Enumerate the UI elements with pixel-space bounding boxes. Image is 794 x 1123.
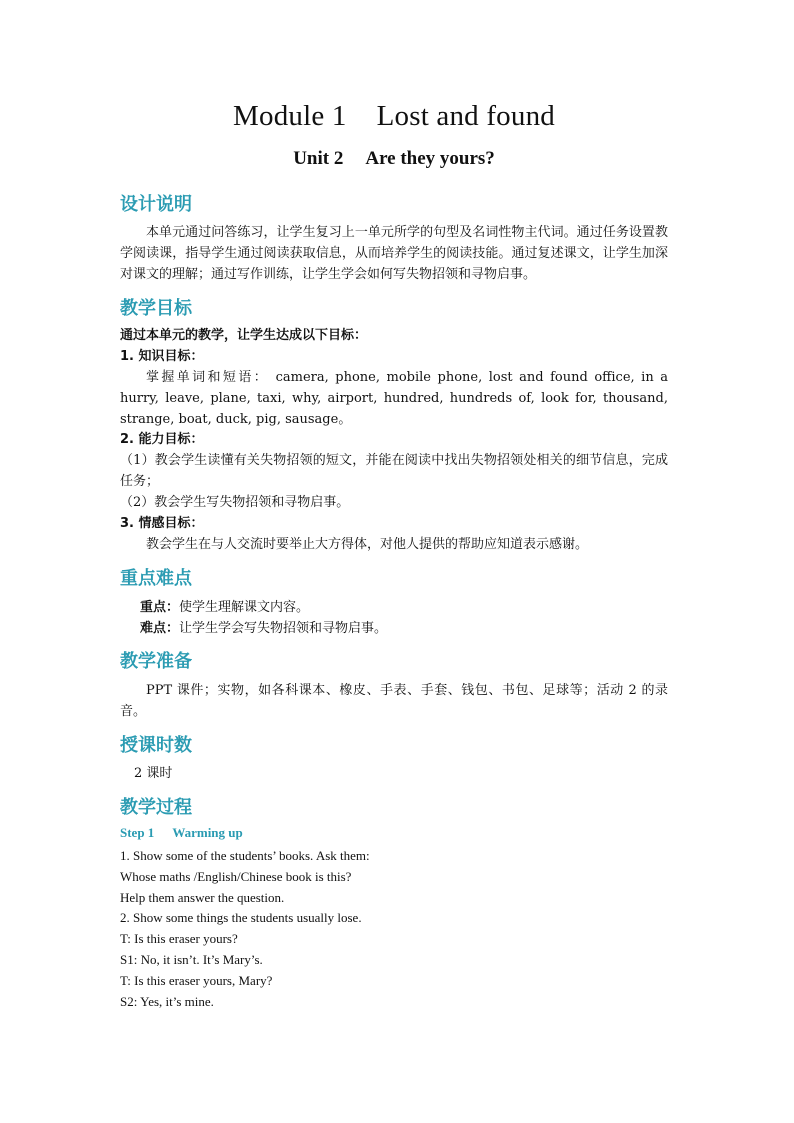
process-line: Whose maths /English/Chinese book is this? [120,869,352,884]
unit-topic: Are they yours? [365,148,495,169]
difficult-point-label: 难点： [140,621,180,636]
process-line: 2. Show some things the students usually lose. [120,910,362,925]
difficult-point-text: 让学生学会写失物招领和寻物启事。 [179,621,388,636]
process-heading: 教学过程 [120,797,192,818]
module-title [120,100,668,133]
design-heading: 设计说明 [120,194,192,215]
knowledge-label: 1. 知识目标： [120,349,204,364]
step-title: Warming up [172,825,243,840]
key-point-label: 重点： [140,600,180,615]
emotion-label: 3. 情感目标： [120,516,204,531]
step-number: Step 1 [120,825,155,840]
hours-text: 2 课时 [134,766,173,781]
difficult-point [140,618,668,639]
step-1-heading [120,825,243,841]
prep-heading: 教学准备 [120,651,192,672]
keypoints-heading: 重点难点 [120,568,192,589]
knowledge-text: 掌握单词和短语： camera, phone, mobile phone, lost and found office, in a hurry, leave, plane, taxi, why, airport, hundred, hundreds of, look for, thousand, strange, boat, duck, pig, sausage。 [120,370,668,427]
unit-number: Unit 2 [293,148,344,169]
key-point-text: 使学生理解课文内容。 [179,600,310,615]
hours-heading: 授课时数 [120,735,192,756]
goals-intro: 通过本单元的教学，让学生达成以下目标： [120,328,368,343]
process-line: T: Is this eraser yours? [120,931,238,946]
design-text: 本单元通过问答练习，让学生复习上一单元所学的句型及名词性物主代词。通过任务设置教学阅读课，指导学生通过阅读获取信息，从而培养学生的阅读技能。通过复述课文，让学生加深对课文的理解；通过写作训练，让学生学会如何写失物招领和寻物启事。 [120,225,668,282]
ability-item-2: （2）教会学生写失物招领和寻物启事。 [120,495,350,510]
module-number: Module 1 [233,100,347,132]
unit-title [120,148,668,170]
module-topic: Lost and found [376,100,555,132]
ability-item-1: （1）教会学生读懂有关失物招领的短文，并能在阅读中找出失物招领处相关的细节信息，完成任务； [120,453,668,489]
prep-text: PPT 课件；实物，如各科课本、橡皮、手表、手套、钱包、书包、足球等；活动 2 的录音。 [120,683,668,719]
process-line: S1: No, it isn’t. It’s Mary’s. [120,952,263,967]
process-line: T: Is this eraser yours, Mary? [120,973,273,988]
goals-heading: 教学目标 [120,298,192,319]
key-point [140,597,668,618]
emotion-text: 教会学生在与人交流时要举止大方得体，对他人提供的帮助应知道表示感谢。 [146,537,589,552]
process-line: 1. Show some of the students’ books. Ask them: [120,848,370,863]
ability-label: 2. 能力目标： [120,432,204,447]
process-line: Help them answer the question. [120,890,285,905]
process-line: S2: Yes, it’s mine. [120,994,214,1009]
